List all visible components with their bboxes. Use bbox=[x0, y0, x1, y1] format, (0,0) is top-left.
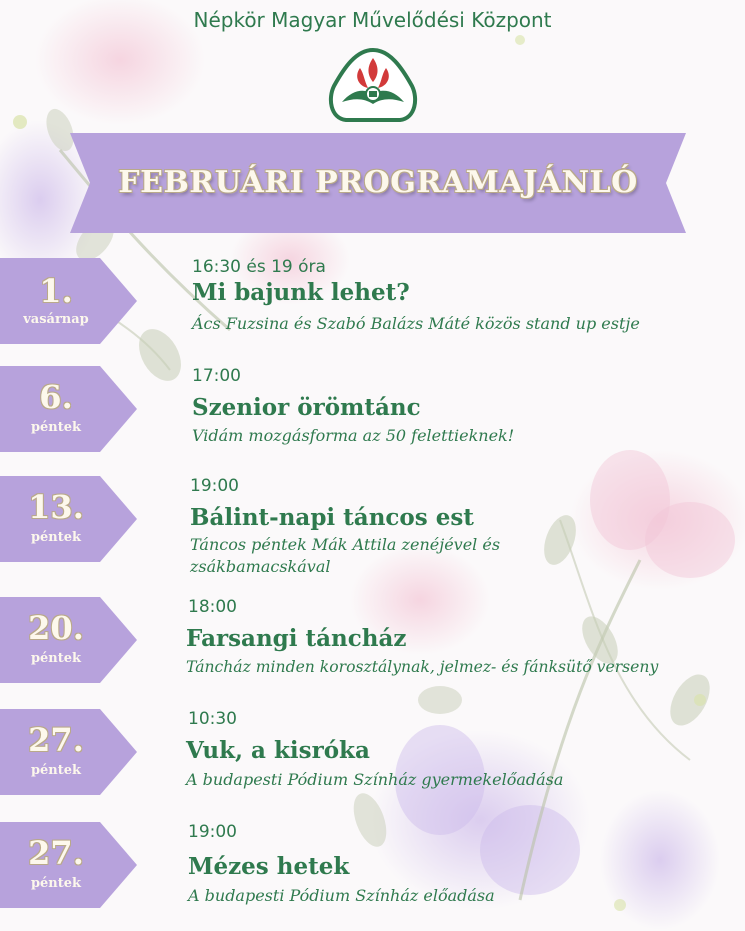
date-tag bbox=[0, 709, 140, 795]
event-name: Farsangi táncház bbox=[186, 625, 407, 652]
event-time: 10:30 bbox=[188, 709, 237, 729]
event-description: A budapesti Pódium Színház gyermekelőadása bbox=[186, 770, 564, 789]
event-description: A budapesti Pódium Színház előadása bbox=[188, 886, 495, 905]
event-description: Táncos péntek Mák Attila zenéjével és zsákbamacskával bbox=[190, 535, 501, 576]
event-weekday: péntek bbox=[30, 530, 82, 545]
event-weekday: péntek bbox=[30, 651, 82, 666]
event-name: Vuk, a kisróka bbox=[186, 737, 370, 764]
event-day: 27. bbox=[28, 834, 84, 872]
event-weekday: vasárnap bbox=[23, 312, 89, 327]
event-weekday: péntek bbox=[30, 876, 82, 891]
event-description: Táncház minden korosztálynak, jelmez- és fánksütő verseny bbox=[186, 658, 659, 676]
event-time: 16:30 és 19 óra bbox=[192, 257, 326, 277]
event-description: Vidám mozgásforma az 50 felettieknek! bbox=[192, 426, 515, 445]
date-tag bbox=[0, 258, 140, 344]
title-banner bbox=[70, 133, 686, 233]
event-day: 1. bbox=[39, 272, 73, 310]
date-tag bbox=[0, 822, 140, 908]
event-name: Bálint-napi táncos est bbox=[190, 504, 474, 531]
date-tag bbox=[0, 597, 140, 683]
organization-logo bbox=[326, 46, 420, 126]
event-day: 27. bbox=[28, 721, 84, 759]
event-time: 19:00 bbox=[188, 822, 237, 842]
organization-name: Népkör Magyar Művelődési Központ bbox=[193, 8, 552, 32]
event-name: Mi bajunk lehet? bbox=[192, 279, 410, 306]
event-time: 19:00 bbox=[190, 476, 239, 496]
event-time: 17:00 bbox=[192, 366, 241, 386]
event-weekday: péntek bbox=[30, 763, 82, 778]
date-tag bbox=[0, 476, 140, 562]
event-description: Ács Fuzsina és Szabó Balázs Máté közös stand up estje bbox=[192, 314, 640, 333]
event-name: Szenior örömtánc bbox=[192, 394, 421, 421]
date-tag bbox=[0, 366, 140, 452]
page-title: FEBRUÁRI PROGRAMAJÁNLÓ bbox=[118, 165, 638, 200]
event-day: 6. bbox=[39, 378, 73, 416]
event-weekday: péntek bbox=[30, 420, 82, 435]
event-day: 20. bbox=[28, 609, 84, 647]
event-name: Mézes hetek bbox=[188, 853, 350, 880]
event-day: 13. bbox=[28, 488, 84, 526]
event-time: 18:00 bbox=[188, 597, 237, 617]
